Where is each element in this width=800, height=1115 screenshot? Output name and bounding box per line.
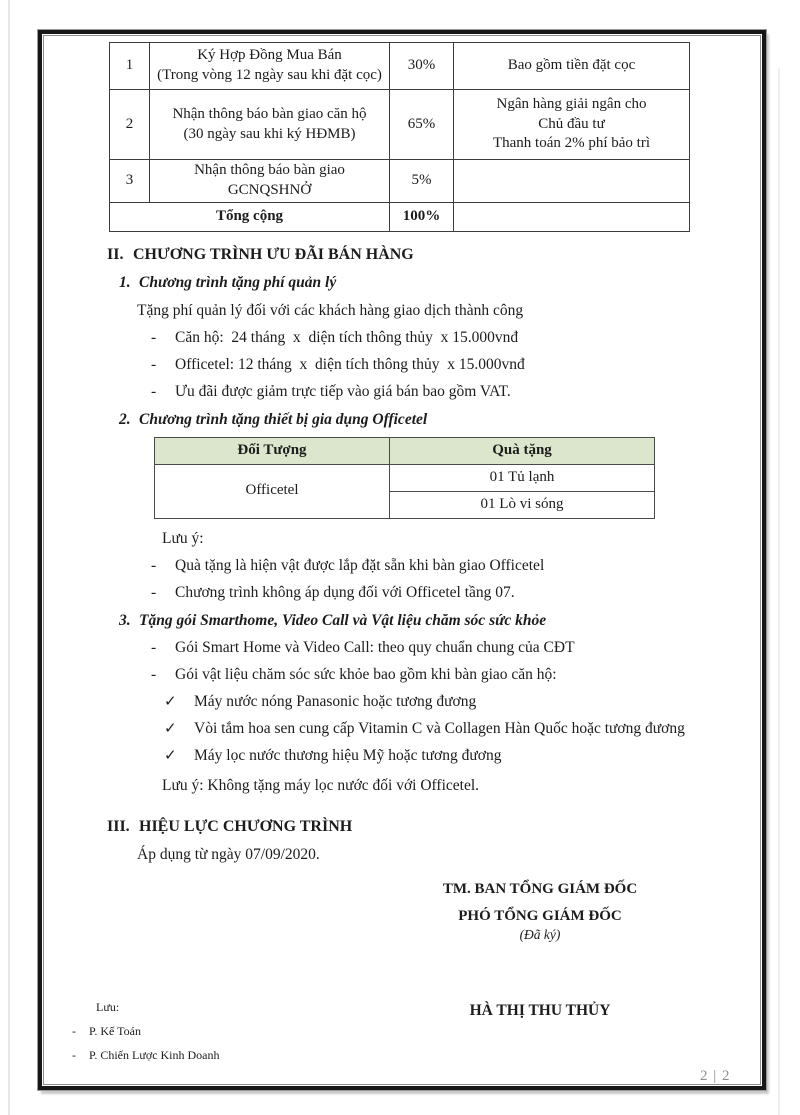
milestone-cell: Nhận thông báo bàn giao GCNQSHNỞ [150,160,390,203]
item-1-intro: Tặng phí quản lý đối với các khách hàng giao dịch thành công [137,301,524,319]
table-row [155,464,655,491]
dash-bullet: - [151,382,157,400]
item-title: Chương trình tặng thiết bị gia dụng Officetel [139,410,428,428]
section-number: III. [107,817,130,835]
gift-table [154,437,655,519]
row-number: 3 [110,160,150,203]
percent-cell: 65% [390,90,454,160]
section-title: HIỆU LỰC CHƯƠNG TRÌNH [139,817,353,835]
signature-block [379,879,701,943]
distribution-item [72,1048,220,1063]
list-item-text: Vòi tắm hoa sen cung cấp Vitamin C và Collagen Hàn Quốc hoặc tương đương [194,719,685,737]
section-number: II. [107,245,124,263]
item-2-bullet-list [151,556,762,603]
list-item [164,719,762,739]
note-line: Ngân hàng giải ngân cho [496,95,647,112]
list-item-text: Ưu đãi được giảm trực tiếp vào giá bán bao gồm VAT. [175,382,511,400]
percent-cell: 5% [390,160,454,203]
distribution-list [72,1000,220,1063]
list-item-text: Gói vật liệu chăm sóc sức khỏe bao gồm khi bàn giao căn hộ: [175,665,557,683]
item-number: 1. [119,273,131,291]
dash-bullet: - [151,583,157,601]
item-1-heading [119,273,762,293]
list-item [164,692,762,712]
list-item-text: Máy nước nóng Panasonic hoặc tương đương [194,692,477,710]
gift-cell: 01 Tủ lạnh [390,464,655,491]
dash-bullet: - [151,638,157,656]
dash-bullet: - [151,556,157,574]
payment-schedule-table [109,42,690,232]
checkmark-icon: ✓ [164,720,177,737]
dash-bullet: - [151,355,157,373]
section-iii-heading [107,816,762,837]
table-row [110,160,690,203]
signature-org-line: TM. BAN TỔNG GIÁM ĐỐC [442,880,638,897]
list-item [151,355,762,375]
note-cell [454,202,690,231]
table-row [110,90,690,160]
table-total-row [110,202,690,231]
list-item [164,746,762,766]
distribution-item-text: P. Chiến Lược Kinh Doanh [89,1048,220,1062]
checkmark-icon: ✓ [164,747,177,764]
milestone-line: Ký Hợp Đồng Mua Bán [197,47,342,64]
distribution-item [72,1024,220,1039]
milestone-cell [150,90,390,160]
scan-edge-left [8,0,10,1115]
milestone-line: Nhận thông báo bàn giao căn hộ [172,105,367,122]
item-2-heading [119,410,762,430]
scan-edge-right [778,68,780,1115]
milestone-line: (Trong vòng 12 ngày sau khi đặt cọc) [157,67,382,83]
row-number: 2 [110,90,150,160]
total-label: Tổng cộng [110,202,390,231]
list-item-text: Quà tặng là hiện vật được lắp đặt sẵn khi bàn giao Officetel [175,556,545,574]
percent-cell: 30% [390,43,454,90]
item-number: 3. [119,611,131,629]
item-3-note: Lưu ý: Không tặng máy lọc nước đối với Officetel. [162,776,480,794]
list-item [151,328,762,348]
dash-bullet: - [72,1048,76,1062]
note-label: Lưu ý: [162,529,204,547]
distribution-item-text: P. Kế Toán [89,1024,141,1038]
signature-role-line: PHÓ TỔNG GIÁM ĐỐC [458,907,622,924]
distribution-label: Lưu: [96,1000,120,1014]
item-3-heading [119,611,762,631]
list-item-text: Officetel: 12 tháng x diện tích thông thủy x 15.000vnđ [175,355,525,373]
note-cell [454,43,690,90]
column-header: Quà tặng [390,437,655,464]
item-number: 2. [119,410,131,428]
note-cell [454,160,690,203]
note-cell [454,90,690,160]
list-item [151,583,762,603]
signed-note: (Đã ký) [519,926,561,942]
document-frame [38,30,766,1090]
total-percent: 100% [390,202,454,231]
item-3-check-list [164,692,762,766]
note-line: Chủ đầu tư [538,115,605,132]
list-item [151,556,762,576]
milestone-line: (30 ngày sau khi ký HĐMB) [183,125,356,142]
table-header-row [155,437,655,464]
checkmark-icon: ✓ [164,693,177,710]
dash-bullet: - [151,665,157,683]
item-title: Tặng gói Smarthome, Video Call và Vật liệu chăm sóc sức khỏe [139,611,547,629]
note-line: Thanh toán 2% phí bảo trì [492,135,651,152]
list-item [151,382,762,402]
item-title: Chương trình tặng phí quản lý [139,273,337,291]
milestone-cell [150,43,390,90]
table-row [110,43,690,90]
effective-date: Áp dụng từ ngày 07/09/2020. [137,845,320,863]
list-item-text: Chương trình không áp dụng đối với Officetel tầng 07. [175,583,515,601]
row-number: 1 [110,43,150,90]
list-item-text: Máy lọc nước thương hiệu Mỹ hoặc tương đương [194,746,502,764]
page-number: 2 | 2 [700,1068,731,1084]
gift-cell: 01 Lò vi sóng [390,491,655,518]
section-ii-heading [107,244,762,265]
item-3-bullet-list [151,638,762,685]
column-header: Đối Tượng [155,437,390,464]
dash-bullet: - [151,328,157,346]
dash-bullet: - [72,1024,76,1038]
section-title: CHƯƠNG TRÌNH ƯU ĐÃI BÁN HÀNG [133,245,414,263]
list-item [151,638,762,658]
item-1-bullet-list [151,328,762,402]
subject-cell: Officetel [155,464,390,518]
signatory-name: HÀ THỊ THU THỦY [469,1002,611,1019]
note-line: Bao gồm tiền đặt cọc [507,57,636,74]
list-item [151,665,762,685]
list-item-text: Gói Smart Home và Video Call: theo quy chuẩn chung của CĐT [175,638,575,656]
list-item-text: Căn hộ: 24 tháng x diện tích thông thủy x 15.000vnđ [175,328,519,346]
